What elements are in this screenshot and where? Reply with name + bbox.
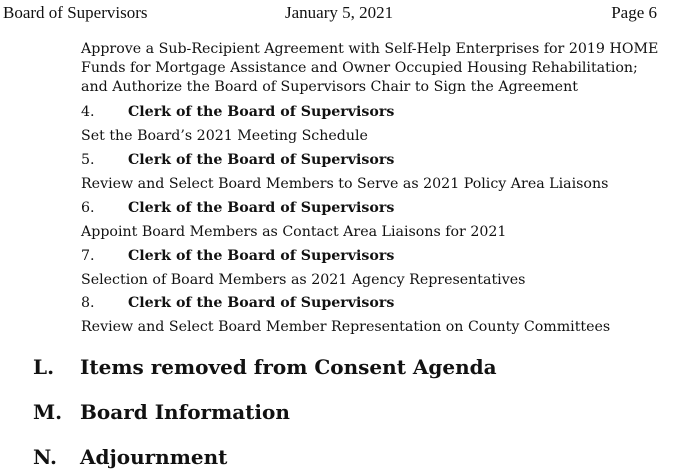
description-line: Approve a Sub-Recipient Agreement with Self-Help Enterprises for 2019 HOME bbox=[81, 41, 659, 57]
item-number: 8. bbox=[81, 295, 95, 311]
item-number: 4. bbox=[81, 104, 95, 120]
item-department: Clerk of the Board of Supervisors bbox=[128, 200, 395, 216]
description-line: and Authorize the Board of Supervisors Chair to Sign the Agreement bbox=[81, 79, 578, 95]
agenda-item-description: Set the Board’s 2021 Meeting Schedule bbox=[81, 128, 368, 144]
description-line: Funds for Mortgage Assistance and Owner Occupied Housing Rehabilitation; bbox=[81, 60, 638, 76]
item-number: 7. bbox=[81, 248, 95, 264]
item-department: Clerk of the Board of Supervisors bbox=[128, 248, 395, 264]
section-letter: M. bbox=[33, 400, 63, 424]
item-department: Clerk of the Board of Supervisors bbox=[128, 295, 395, 311]
header-organization: Board of Supervisors bbox=[3, 3, 148, 22]
header-date: January 5, 2021 bbox=[285, 3, 394, 22]
agenda-item-description: Review and Select Board Members to Serve as 2021 Policy Area Liaisons bbox=[81, 176, 609, 192]
page-header bbox=[0, 3, 680, 25]
item-department: Clerk of the Board of Supervisors bbox=[128, 152, 395, 168]
item-number: 5. bbox=[81, 152, 95, 168]
section-title: Items removed from Consent Agenda bbox=[80, 355, 497, 379]
item-department: Clerk of the Board of Supervisors bbox=[128, 104, 395, 120]
section-title: Adjournment bbox=[80, 445, 228, 469]
section-letter: N. bbox=[33, 445, 57, 469]
agenda-item-description: Appoint Board Members as Contact Area Liaisons for 2021 bbox=[81, 224, 507, 240]
item-number: 6. bbox=[81, 200, 95, 216]
section-letter: L. bbox=[33, 355, 55, 379]
agenda-item-description: Review and Select Board Member Representation on County Committees bbox=[81, 319, 611, 335]
header-page-number: Page 6 bbox=[611, 3, 657, 22]
section-title: Board Information bbox=[80, 400, 290, 424]
agenda-item-description bbox=[81, 40, 658, 97]
agenda-item-description: Selection of Board Members as 2021 Agency Representatives bbox=[81, 272, 526, 288]
